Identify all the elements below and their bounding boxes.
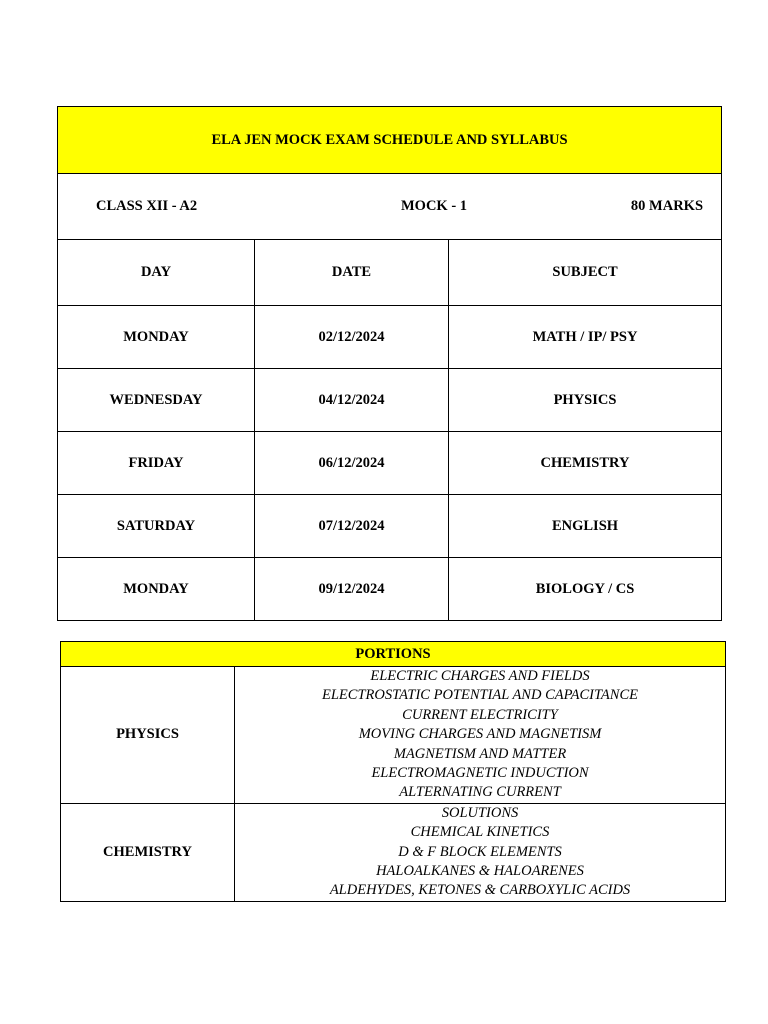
portion-topics xyxy=(235,803,726,901)
schedule-row xyxy=(58,306,722,369)
topic-item: HALOALKANES & HALOARENES xyxy=(376,863,584,880)
topic-item: ELECTROMAGNETIC INDUCTION xyxy=(371,765,589,782)
header-day: DAY xyxy=(58,240,255,306)
row-date: 09/12/2024 xyxy=(255,558,449,621)
portion-topics xyxy=(235,667,726,804)
row-subject: CHEMISTRY xyxy=(449,432,722,495)
schedule-row xyxy=(58,432,722,495)
row-subject: BIOLOGY / CS xyxy=(449,558,722,621)
header-subject: SUBJECT xyxy=(449,240,722,306)
portion-subject: CHEMISTRY xyxy=(61,803,235,901)
exam-schedule-table xyxy=(57,106,722,621)
portions-header-row xyxy=(61,642,726,667)
portions-table xyxy=(60,641,726,902)
row-day: MONDAY xyxy=(58,306,255,369)
row-day: SATURDAY xyxy=(58,495,255,558)
portion-row-chemistry xyxy=(61,803,726,901)
topic-item: ELECTROSTATIC POTENTIAL AND CAPACITANCE xyxy=(322,687,638,704)
row-subject: ENGLISH xyxy=(449,495,722,558)
topic-item: ALDEHYDES, KETONES & CARBOXYLIC ACIDS xyxy=(329,882,631,899)
topic-item: ALTERNATING CURRENT xyxy=(399,784,561,801)
row-date: 02/12/2024 xyxy=(255,306,449,369)
schedule-row xyxy=(58,558,722,621)
portion-subject: PHYSICS xyxy=(61,667,235,804)
topic-item: ELECTRIC CHARGES AND FIELDS xyxy=(370,668,590,684)
row-subject: MATH / IP/ PSY xyxy=(449,306,722,369)
topic-item: D & F BLOCK ELEMENTS xyxy=(398,843,562,860)
row-date: 06/12/2024 xyxy=(255,432,449,495)
topic-item: MOVING CHARGES AND MAGNETISM xyxy=(358,726,602,743)
schedule-title: ELA JEN MOCK EXAM SCHEDULE AND SYLLABUS xyxy=(58,107,722,174)
schedule-header-row xyxy=(58,240,722,306)
schedule-title-row xyxy=(58,107,722,174)
topic-item: MAGNETISM AND MATTER xyxy=(393,745,567,762)
header-date: DATE xyxy=(255,240,449,306)
class-info-row xyxy=(58,174,722,240)
class-label: CLASS XII - A2 xyxy=(96,198,198,214)
row-day: FRIDAY xyxy=(58,432,255,495)
topic-item: CURRENT ELECTRICITY xyxy=(402,706,558,723)
row-day: MONDAY xyxy=(58,558,255,621)
mock-label: MOCK - 1 xyxy=(401,198,468,214)
schedule-row xyxy=(58,495,722,558)
topic-item: CHEMICAL KINETICS xyxy=(410,824,550,841)
row-day: WEDNESDAY xyxy=(58,369,255,432)
portion-row-physics xyxy=(61,667,726,804)
row-subject: PHYSICS xyxy=(449,369,722,432)
portions-header: PORTIONS xyxy=(61,642,726,667)
row-date: 07/12/2024 xyxy=(255,495,449,558)
topic-item: SOLUTIONS xyxy=(441,804,519,821)
schedule-row xyxy=(58,369,722,432)
marks-label: 80 MARKS xyxy=(630,198,704,214)
row-date: 04/12/2024 xyxy=(255,369,449,432)
